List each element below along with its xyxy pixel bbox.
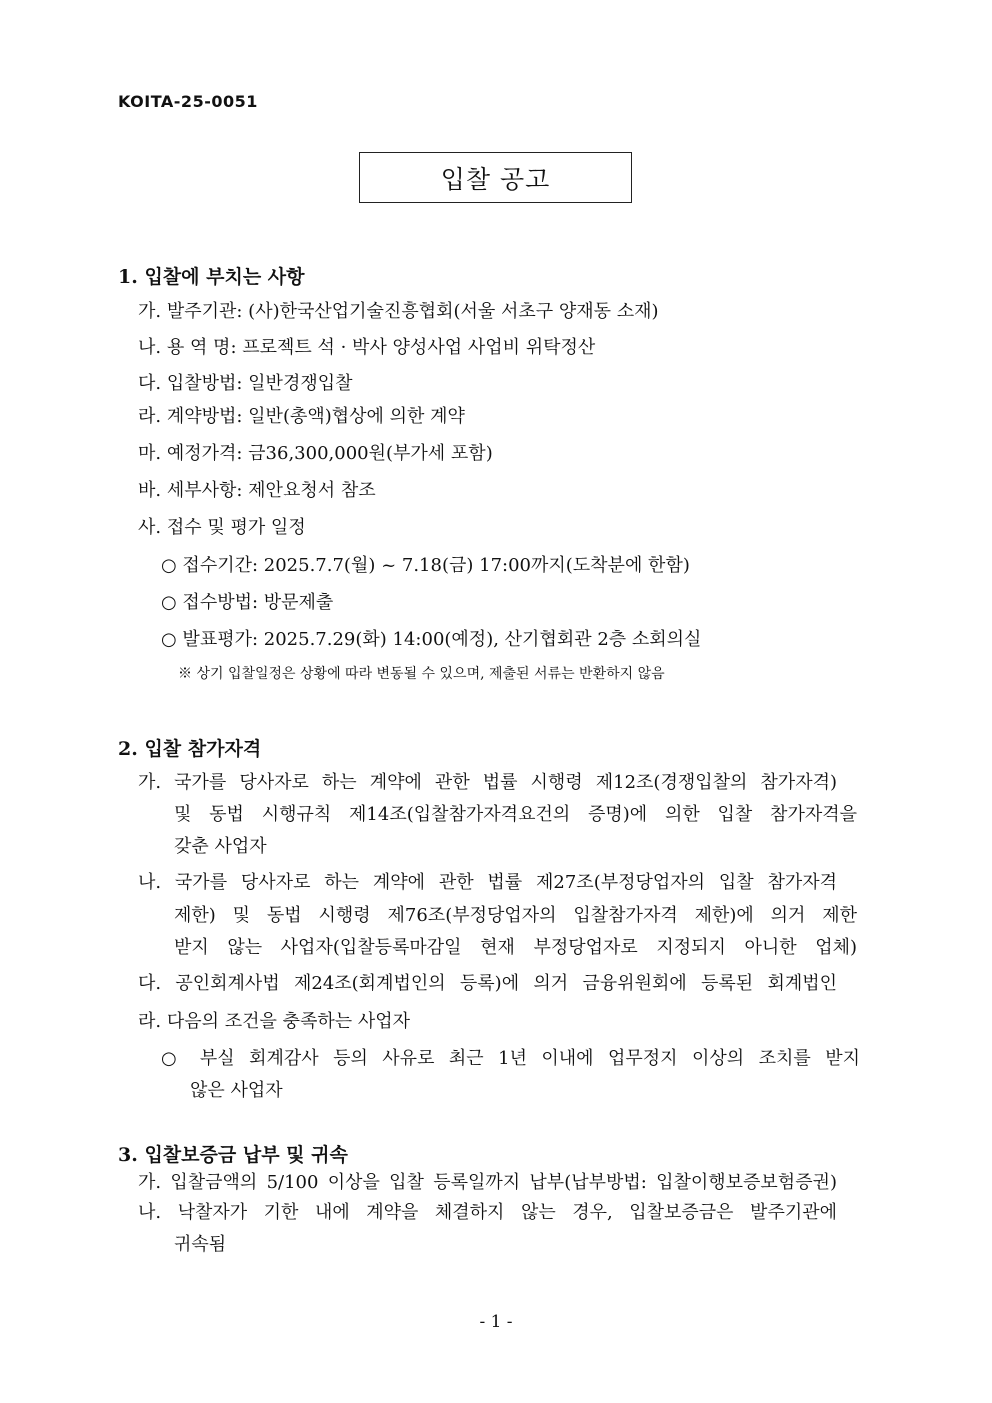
s2-bullet-audit: ○ 부실 회계감사 등의 사유로 최근 1년 이내에 업무정지 이상의 조치를 받지 <box>161 1048 860 1069</box>
s1-line-ga: 가. 발주기관: (사)한국산업기술진흥협회(서울 서초구 양재동 소재) <box>138 301 659 322</box>
s2-line-ga-3: 갖춘 사업자 <box>174 836 267 857</box>
s1-line-ra: 라. 계약방법: 일반(총액)협상에 의한 계약 <box>138 406 465 427</box>
s2-line-ga-2: 및 동법 시행규칙 제14조(입찰참가자격요건의 증명)에 의한 입찰 참가자격을 <box>174 804 857 825</box>
s1-line-na: 나. 용 역 명: 프로젝트 석 · 박사 양성사업 사업비 위탁정산 <box>138 337 596 358</box>
s1-line-sa: 사. 접수 및 평가 일정 <box>138 517 306 538</box>
s3-line-na-1: 나. 낙찰자가 기한 내에 계약을 체결하지 않는 경우, 입찰보증금은 발주기관에 <box>138 1202 837 1223</box>
section-heading-1: 1. 입찰에 부치는 사항 <box>118 266 305 288</box>
s2-line-da: 다. 공인회계사법 제24조(회계법인의 등록)에 의거 금융위원회에 등록된 회계법인 <box>138 973 837 994</box>
section-heading-2: 2. 입찰 참가자격 <box>118 738 262 760</box>
s1-line-da: 다. 입찰방법: 일반경쟁입찰 <box>138 373 353 394</box>
s1-line-ma: 마. 예정가격: 금36,300,000원(부가세 포함) <box>138 443 493 464</box>
s3-line-ga: 가. 입찰금액의 5/100 이상을 입찰 등록일까지 납부(납부방법: 입찰이행보증보험증권) <box>138 1172 837 1193</box>
page-title <box>359 152 632 203</box>
s1-bullet-receipt-method: ○ 접수방법: 방문제출 <box>161 592 334 613</box>
s2-line-na-3: 받지 않는 사업자(입찰등록마감일 현재 부정당업자로 지정되지 아니한 업체) <box>174 937 857 958</box>
s3-line-na-2: 귀속됨 <box>174 1234 227 1255</box>
section-heading-3: 3. 입찰보증금 납부 및 귀속 <box>118 1144 348 1166</box>
s2-line-na-1: 나. 국가를 당사자로 하는 계약에 관한 법률 제27조(부정당업자의 입찰 참가자격 <box>138 872 837 893</box>
s1-line-ba: 바. 세부사항: 제안요청서 참조 <box>138 480 376 501</box>
s2-line-ga-1: 가. 국가를 당사자로 하는 계약에 관한 법률 시행령 제12조(경쟁입찰의 참가자격) <box>138 772 837 793</box>
document-id: KOITA-25-0051 <box>118 92 258 111</box>
s2-line-na-2: 제한) 및 동법 시행령 제76조(부정당업자의 입찰참가자격 제한)에 의거 제한 <box>174 905 857 926</box>
s2-line-ra: 라. 다음의 조건을 충족하는 사업자 <box>138 1011 411 1032</box>
s1-bullet-receipt-period: ○ 접수기간: 2025.7.7(월) ~ 7.18(금) 17:00까지(도착분에 한함) <box>161 555 690 576</box>
s1-schedule-note: ※ 상기 입찰일정은 상황에 따라 변동될 수 있으며, 제출된 서류는 반환하지 않음 <box>178 666 665 682</box>
s1-bullet-presentation: ○ 발표평가: 2025.7.29(화) 14:00(예정), 산기협회관 2층 소회의실 <box>161 629 702 650</box>
page-title-text: 입찰 공고 <box>440 164 551 194</box>
page-number: - 1 - <box>479 1312 513 1332</box>
s2-bullet-audit-cont: 않은 사업자 <box>190 1080 283 1101</box>
